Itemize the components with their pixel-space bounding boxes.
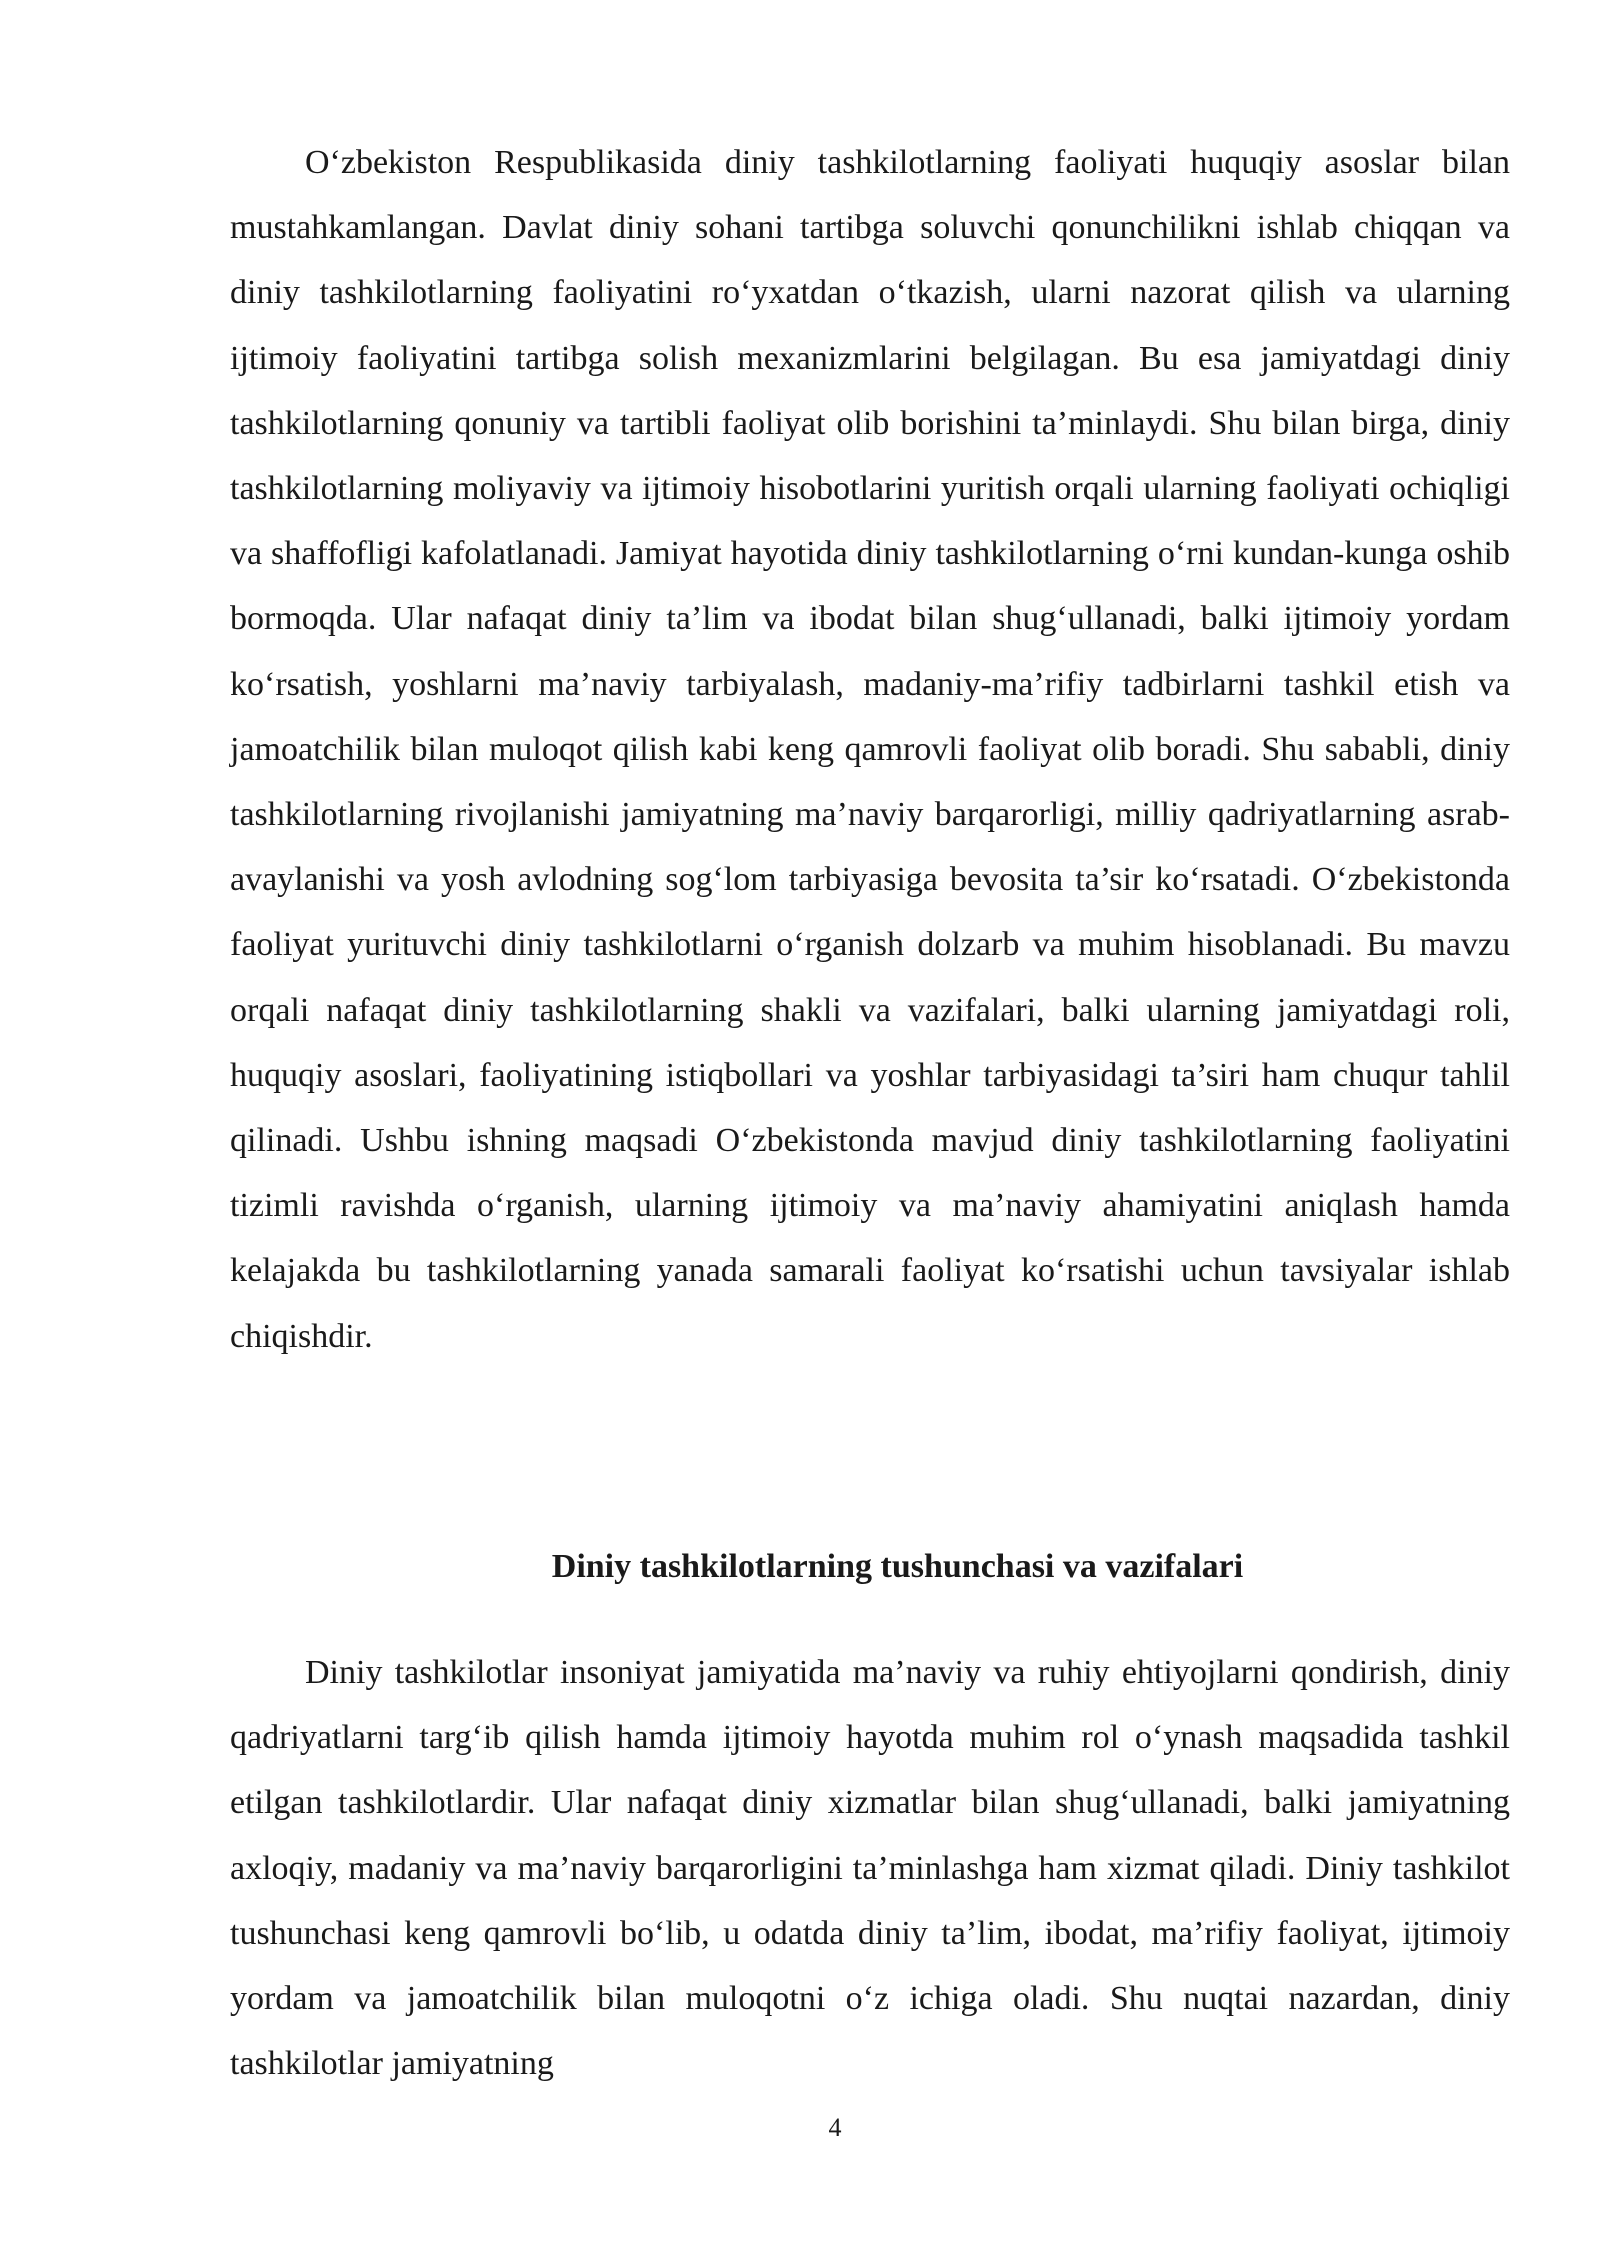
body-paragraph-1: O‘zbekiston Respublikasida diniy tashkilotlarning faoliyati huquqiy asoslar bilan mustahkamlangan. Davlat diniy sohani tartibga soluvchi qonunchilikni ishlab chiqqan va diniy tashkilotlarning faoliyatini ro‘yxatdan o‘tkazish, ularni nazorat qilish va ularning ijtimoiy faoliyatini tartibga solish mexanizmlarini belgilagan. Bu esa jamiyatdagi diniy tashkilotlarning qonuniy va tartibli faoliyat olib borishini ta’minlaydi. Shu bilan birga, diniy tashkilotlarning moliyaviy va ijtimoiy hisobotlarini yuritish orqali ularning faoliyati ochiqligi va shaffofligi kafolatlanadi. Jamiyat hayotida diniy tashkilotlarning o‘rni kundan-kunga oshib bormoqda. Ular nafaqat diniy ta’lim va ibodat bilan shug‘ullanadi, balki ijtimoiy yordam ko‘rsatish, yoshlarni ma’naviy tarbiyalash, madaniy-ma’rifiy tadbirlarni tashkil etish va jamoatchilik bilan muloqot qilish kabi keng qamrovli faoliyat olib boradi. Shu sababli, diniy tashkilotlarning rivojlanishi jamiyatning ma’naviy barqarorligi, milliy qadriyatlarning asrab-avaylanishi va yosh avlodning sog‘lom tarbiyasiga bevosita ta’sir ko‘rsatadi. O‘zbekistonda faoliyat yurituvchi diniy tashkilotlarni o‘rganish dolzarb va muhim hisoblanadi. Bu mavzu orqali nafaqat diniy tashkilotlarning shakli va vazifalari, balki ularning jamiyatdagi roli, huquqiy asoslari, faoliyatining istiqbollari va yoshlar tarbiyasidagi ta’siri ham chuqur tahlil qilinadi. Ushbu ishning maqsadi O‘zbekistonda mavjud diniy tashkilotlarning faoliyatini tizimli ravishda o‘rganish, ularning ijtimoiy va ma’naviy ahamiyatini aniqlash hamda kelajakda bu tashkilotlarning yanada samarali faoliyat ko‘rsatishi uchun tavsiyalar ishlab chiqishdir. [230, 144, 1510, 1355]
page-number: 4 [828, 2113, 842, 2142]
section-heading: Diniy tashkilotlarning tushunchasi va vazifalari [551, 1548, 1244, 1585]
body-paragraph-2: Diniy tashkilotlar insoniyat jamiyatida ma’naviy va ruhiy ehtiyojlarni qondirish, diniy qadriyatlarni targ‘ib qilish hamda ijtimoiy hayotda muhim rol o‘ynash maqsadida tashkil etilgan tashkilotlardir. Ular nafaqat diniy xizmatlar bilan shug‘ullanadi, balki jamiyatning axloqiy, madaniy va ma’naviy barqarorligini ta’minlashga ham xizmat qiladi. Diniy tashkilot tushunchasi keng qamrovli bo‘lib, u odatda diniy ta’lim, ibodat, ma’rifiy faoliyat, ijtimoiy yordam va jamoatchilik bilan muloqotni o‘z ichiga oladi. Shu nuqtai nazardan, diniy tashkilotlar jamiyatning [230, 1654, 1510, 2083]
